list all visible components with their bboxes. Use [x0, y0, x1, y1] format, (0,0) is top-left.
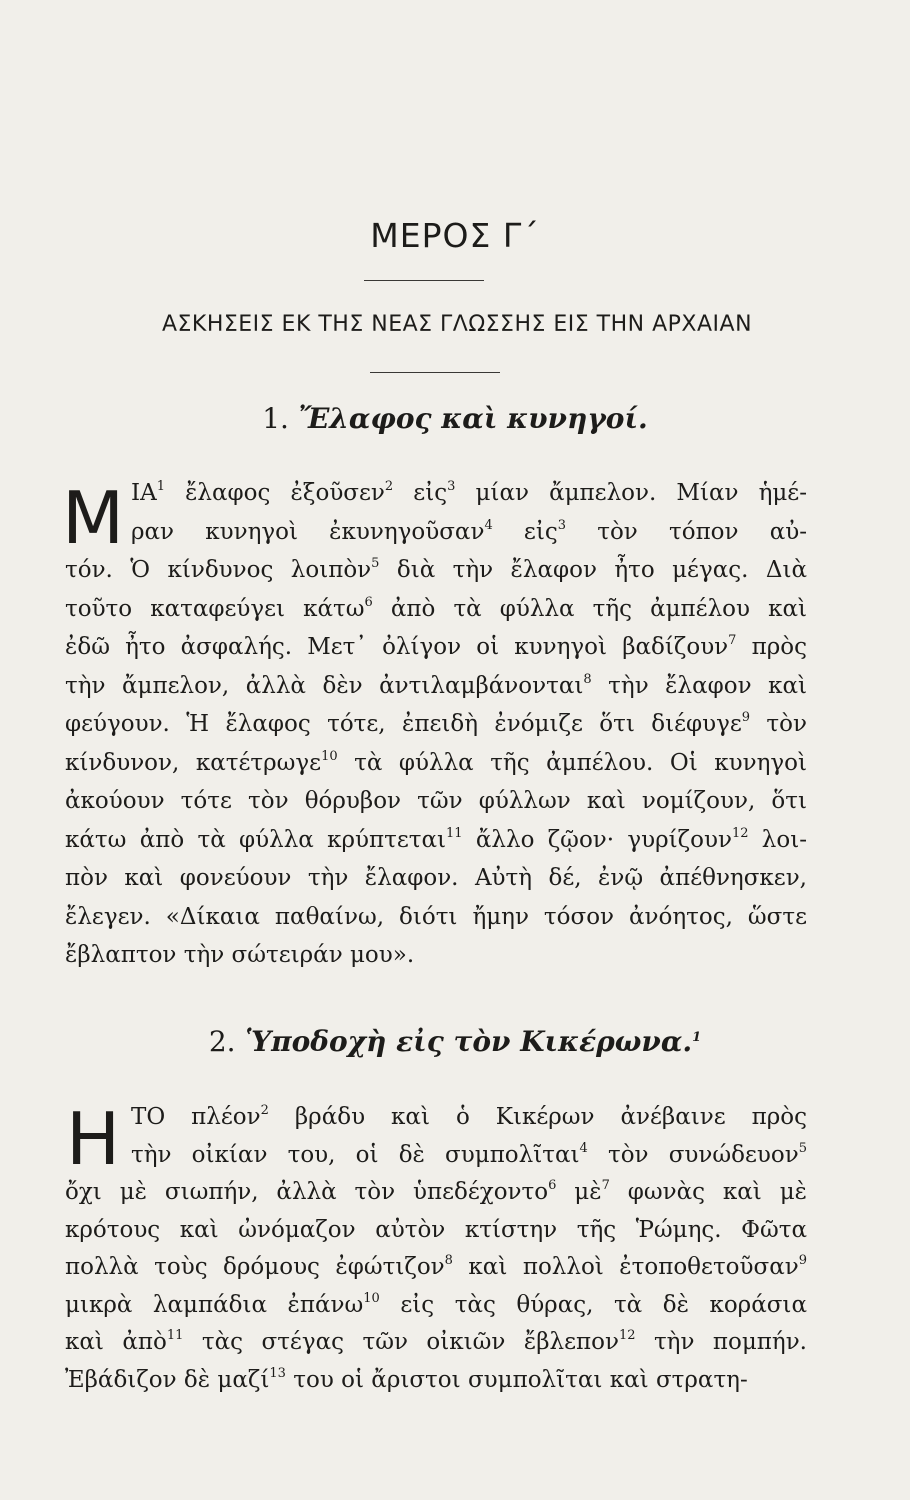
- footnote-marker: 9: [798, 1253, 807, 1268]
- text-run: φωνὰς καὶ μὲ: [609, 1179, 807, 1205]
- text-line: [131, 517, 807, 547]
- text-line: [65, 748, 807, 778]
- text-run: βράδυ καὶ ὁ Κικέρων ἀνέβαινε πρὸς: [268, 1104, 808, 1130]
- text-run: τὴν ἔλαφον καὶ: [591, 672, 808, 699]
- text-run: καὶ ἀπὸ: [65, 1329, 167, 1355]
- text-run: ραν κυνηγοὶ ἐκυνηγοῦσαν: [131, 518, 485, 545]
- section-subtitle: ΑΣΚΗΣΕΙΣ ΕΚ ΤΗΣ ΝΕΑΣ ΓΛΩΣΣΗΣ ΕΙΣ ΤΗΝ ΑΡΧΑΙΑΝ: [161, 312, 753, 337]
- text-run: κρότους καὶ ὠνόμαζον αὐτὸν κτίστην τῆς Ῥώμης. Φῶτα: [65, 1216, 807, 1243]
- text-run: ἔλαφος ἐξοῦσεν: [164, 480, 385, 506]
- exercise-2-number: 2.: [208, 1025, 236, 1058]
- text-run: εἰς τὰς θύρας, τὰ δὲ κοράσια: [379, 1291, 807, 1318]
- text-line: [65, 902, 807, 932]
- text-run: ἔβλαπτον τὴν σώτειράν μου».: [65, 942, 415, 968]
- text-line: [65, 1365, 807, 1395]
- text-run: τὸν τόπον αὐ-: [566, 518, 807, 545]
- text-run: πολλὰ τοὺς δρόμους ἐφώτιζον: [65, 1254, 445, 1280]
- exercise-1-dropcap: Μ: [62, 476, 125, 560]
- text-line: [65, 863, 807, 893]
- footnote-marker: 4: [484, 517, 493, 533]
- text-run: τόν. Ὁ κίνδυνος λοιπὸν: [65, 557, 372, 583]
- exercise-2-title: [0, 1025, 910, 1058]
- footnote-marker: 12: [731, 825, 749, 841]
- footnote-marker: 5: [371, 556, 380, 571]
- footnote-marker: 7: [601, 1178, 610, 1193]
- subtitle-rule: [370, 372, 500, 373]
- text-run: ἄλλο ζῷον· γυρίζουν: [462, 826, 732, 853]
- text-line: [65, 1327, 807, 1357]
- footnote-marker: 6: [548, 1178, 557, 1193]
- footnote-marker: 13: [269, 1365, 286, 1381]
- text-run: πὸν καὶ φονεύουν τὴν ἔλαφον. Αὐτὴ δέ, ἐνῷ ἀπέθνησκεν,: [65, 865, 807, 891]
- exercise-1-heading: Ἔλαφος καὶ κυνηγοί.: [298, 402, 648, 435]
- footnote-marker: 11: [166, 1328, 184, 1343]
- text-run: τὰ φύλλα τῆς ἀμπέλου. Οἱ κυνηγοὶ: [337, 749, 807, 776]
- footnote-marker: 10: [321, 748, 338, 764]
- footnote-marker: 2: [384, 479, 394, 494]
- text-run: ἔλεγεν. «Δίκαια παθαίνω, διότι ἤμην τόσον ἀνόητος, ὥστε: [65, 903, 807, 930]
- exercise-1-title: [0, 402, 910, 435]
- text-line: [131, 1140, 807, 1170]
- exercise-1-number: 1.: [262, 402, 289, 435]
- text-run: ἐδῶ ἦτο ἀσφαλής. Μετ᾽ ὀλίγον οἱ κυνηγοὶ βαδίζουν: [65, 634, 729, 660]
- text-run: εἰς: [393, 480, 448, 506]
- part-title: ΜΕΡΟΣ Γ΄: [370, 216, 540, 255]
- text-line: [65, 555, 807, 585]
- footnote-marker: 2: [260, 1103, 269, 1118]
- exercise-2-title-note: 1: [692, 1030, 702, 1045]
- text-run: μίαν ἄμπελον. Μίαν ἡμέ-: [455, 480, 807, 506]
- text-run: μικρὰ λαμπάδια ἐπάνω: [65, 1291, 364, 1318]
- exercise-2-heading: Ὑποδοχὴ εἰς τὸν Κικέρωνα.: [245, 1025, 693, 1058]
- text-line: [65, 632, 807, 662]
- text-run: τὴν οἰκίαν του, οἱ δὲ συμπολῖται: [131, 1141, 580, 1168]
- text-run: Ἐβάδιζον δὲ μαζί: [65, 1366, 270, 1393]
- footnote-marker: 8: [444, 1253, 453, 1268]
- footnote-marker: 7: [728, 633, 737, 648]
- text-run: μὲ: [556, 1179, 602, 1205]
- text-line: [131, 478, 807, 508]
- footnote-marker: 5: [798, 1140, 807, 1156]
- text-run: τὴν πομπήν.: [635, 1329, 807, 1355]
- footnote-marker: 1: [156, 479, 165, 494]
- text-line: [65, 709, 807, 739]
- text-run: τὰς στέγας τῶν οἰκιῶν ἔβλεπον: [183, 1329, 619, 1355]
- text-run: εἰς: [492, 518, 558, 545]
- text-run: λοι-: [748, 826, 808, 853]
- footnote-marker: 3: [557, 517, 567, 533]
- text-line: [65, 786, 807, 816]
- text-run: ὄχι μὲ σιωπήν, ἀλλὰ τὸν ὑπεδέχοντο: [65, 1179, 549, 1205]
- text-run: κίνδυνον, κατέτρωγε: [65, 749, 322, 776]
- text-run: πρὸς: [736, 634, 807, 660]
- text-line: [65, 940, 807, 970]
- text-run: τοῦτο καταφεύγει κάτω: [65, 595, 365, 622]
- footnote-marker: 11: [446, 825, 463, 841]
- exercise-2-dropcap: Η: [66, 1097, 121, 1181]
- text-line: [65, 1290, 807, 1320]
- footnote-marker: 9: [741, 710, 751, 725]
- text-line: [65, 825, 807, 855]
- footnote-marker: 10: [363, 1290, 380, 1306]
- text-line: [65, 594, 807, 624]
- footnote-marker: 12: [618, 1328, 636, 1343]
- title-rule: [364, 280, 484, 281]
- text-run: του οἱ ἄριστοι συμπολῖται καὶ στρατη-: [285, 1366, 748, 1393]
- text-line: [65, 1215, 807, 1245]
- footnote-marker: 3: [447, 479, 456, 494]
- footnote-marker: 8: [583, 671, 592, 687]
- text-run: ἀκούουν τότε τὸν θόρυβον τῶν φύλλων καὶ νομίζουν, ὅτι: [65, 788, 807, 814]
- footnote-marker: 6: [364, 594, 373, 610]
- text-run: ΙΑ: [131, 480, 157, 506]
- text-run: τὸν συνώδευον: [587, 1141, 799, 1168]
- text-run: διὰ τὴν ἔλαφον ἦτο μέγας. Διὰ: [379, 557, 807, 583]
- text-run: ἀπὸ τὰ φύλλα τῆς ἀμπέλου καὶ: [372, 595, 807, 622]
- text-run: κάτω ἀπὸ τὰ φύλλα κρύπτεται: [65, 826, 447, 853]
- text-run: φεύγουν. Ἡ ἔλαφος τότε, ἐπειδὴ ἐνόμιζε ὅτι διέφυγε: [65, 711, 742, 737]
- footnote-marker: 4: [579, 1140, 588, 1156]
- text-line: [131, 1102, 807, 1132]
- text-run: τὴν ἄμπελον, ἀλλὰ δὲν ἀντιλαμβάνονται: [65, 672, 584, 699]
- text-run: καὶ πολλοὶ ἐτοποθετοῦσαν: [452, 1254, 799, 1280]
- text-line: [65, 1177, 807, 1207]
- text-line: [65, 671, 807, 701]
- text-line: [65, 1252, 807, 1282]
- text-run: ΤΟ πλέον: [131, 1104, 261, 1130]
- text-run: τὸν: [750, 711, 807, 737]
